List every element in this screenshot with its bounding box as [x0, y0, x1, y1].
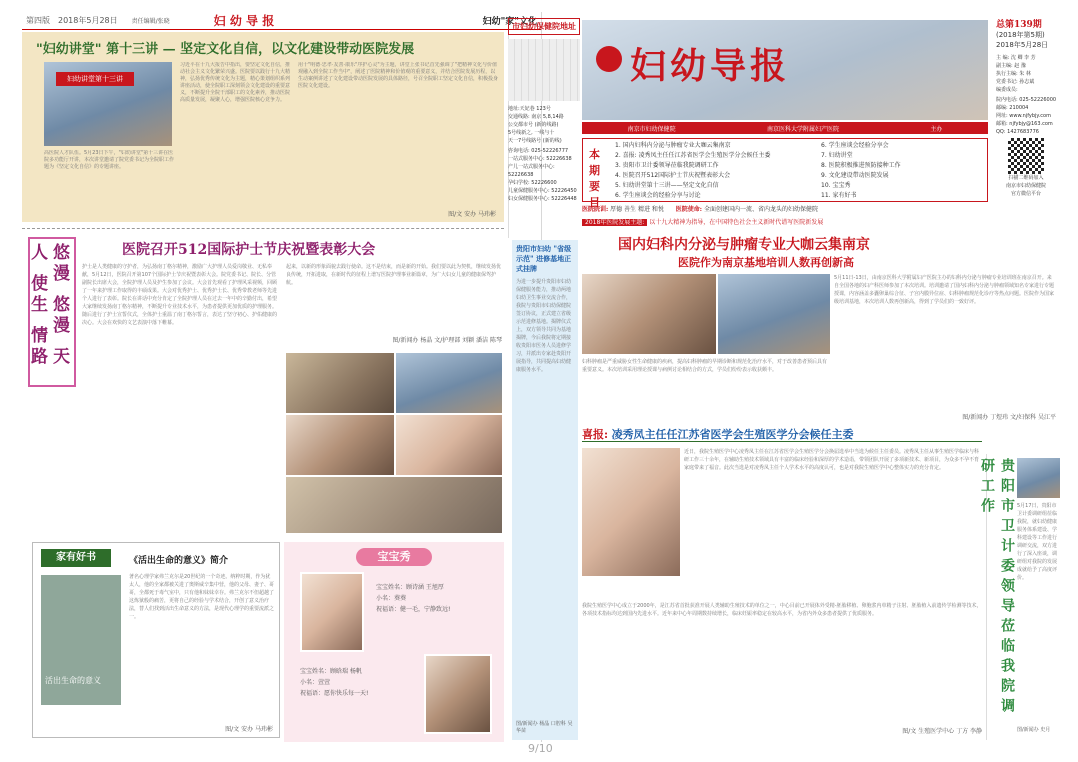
qr-text-3: 官方微信平台 — [1010, 191, 1041, 197]
phone-2: 产儿一站式服务中心: 52226638 — [508, 164, 555, 178]
issue-number: 总第139期 — [996, 20, 1042, 30]
contact-0: 院内电话: 025-52226000 — [996, 97, 1057, 103]
address-lines — [508, 105, 580, 145]
phone-4: 儿童保健服务中心: 52226450 — [508, 188, 577, 194]
nurses-credit: 图/新闻办 杨晶 文/护理部 刘颖 潘洁 陈琴 — [392, 337, 502, 344]
values-text: 厚德 善生 精进 和悦 — [610, 206, 664, 213]
mission-line-2 — [582, 217, 1060, 229]
guiyang-title: 贵阳市卫计委领导莅临我院调研工作 — [979, 458, 1015, 718]
phone-5: 妇女保健服务中心: 52226448 — [508, 196, 577, 202]
award-credit: 图/文 生殖医学中心 丁方 李静 — [902, 728, 982, 735]
masthead-logo-icon — [596, 46, 622, 72]
books-label: 家有好书 — [41, 549, 111, 567]
award-label: 喜报: — [582, 428, 609, 441]
lead-credit: 图/新闻办 丁煜玮 文/妇保科 吴江平 — [962, 414, 1056, 421]
masthead-contact — [996, 96, 1060, 136]
award-photo — [582, 448, 680, 576]
address-line-3: 5号线新之, 一线与十 — [508, 130, 555, 136]
address-map — [508, 39, 580, 101]
values-label: 医院院训: — [582, 206, 609, 213]
page-editor: 责任编辑/张晓 — [131, 18, 170, 25]
qr-text-1: 扫描二维码加入 — [1008, 175, 1044, 181]
baby1-name: 宝宝姓名：顾诗涵 王旭厚 — [376, 584, 444, 591]
newspaper-spread — [22, 12, 1060, 742]
toc-right-1[interactable]: 7. 妇幼讲堂 — [821, 152, 853, 159]
lead-text-left: 妇科肿瘤是严重威胁女性生命健康的疾病，提高妇科肿瘤的早期诊断和规范化治疗水平，对于改善患者预后具有重要意义。本次培训采用理论授课与病例讨论相结合的方式，学员们纷纷表示收获颇丰。 — [582, 359, 828, 373]
guiyang-block — [979, 454, 1060, 740]
masthead-title: 妇幼导报 — [630, 45, 791, 87]
side-column — [512, 240, 578, 740]
qr-code-icon[interactable] — [1008, 138, 1044, 174]
header-section: 妇幼"家"文化 — [482, 17, 537, 27]
address-line-4: 天一7号线路号 (新的线) — [508, 138, 562, 144]
lecture-banner: 妇幼讲堂第十三讲 — [56, 72, 134, 86]
address-line-2: 公交都市号 (新的线路) — [508, 122, 559, 128]
babies-block — [284, 542, 504, 742]
toc-label: 本期要目 — [589, 148, 600, 209]
contact-2: 网址: www.njfybjy.com — [996, 113, 1051, 119]
nurses-block — [22, 228, 504, 536]
phone-0: 咨询电话: 025-52226777 — [508, 148, 569, 154]
page-number: 9/10 — [528, 742, 553, 755]
qr-text-2: 南京市妇幼保健院 — [1005, 183, 1046, 189]
guiyang-photo-1 — [1017, 458, 1060, 498]
lecture-text-col1: 习近平在十九大报告中指出，要坚定文化自信，推动社会主义文化繁荣兴盛。医院要以践行十九大精神，弘扬优秀传统文化为主题，精心策划组织系列讲座活动，使全院职工深刻领会文化建设的重要意义，不断提升全院干部职工的文化素养，推动医院高质量发展，凝聚人心，增强医院核心竞争力。 — [180, 62, 291, 103]
baby2-wish: 祝福语：愿你快乐每一天! — [300, 690, 369, 697]
book-text: 著名心理学家弗兰克尔是20世纪的一个奇迹。纳粹时期，作为犹太人，他的全家都被关进了奥斯威辛集中营，他的父母、妻子、哥哥，全都死于毒气室中，只有他和妹妹幸存。弗兰克尔不但超越了这炼狱般的痛苦，更将自己的经验与学术结合，开创了意义治疗法，替人们找到活出生命意义的方法，是现代心理学的重要流派之一。 — [129, 574, 275, 620]
issue-date: 2018年5月28日 — [996, 41, 1049, 49]
toc-item-1[interactable]: 2. 喜报: 凌秀凤主任任江苏省医学会生殖医学分会候任主委 — [615, 152, 771, 159]
phone-1: 一站式服务中心: 52226638 — [508, 156, 572, 162]
toc-right-4[interactable]: 10. 宝宝秀 — [821, 182, 851, 189]
books-credit: 图/文 安办 马玮彬 — [225, 726, 273, 733]
baby2-nickname: 小名：萱萱 — [300, 679, 331, 686]
nurses-photo-2 — [396, 353, 502, 413]
sponsor-label: 主办 — [930, 125, 943, 133]
award-title: 凌秀凤主任任江苏省医学会生殖医学分会候任主委 — [611, 428, 854, 441]
address-line-1: 交通线路: 南京 5,8,14路 — [508, 114, 564, 120]
toc-right-0[interactable]: 6. 学生座谈会经验分享会 — [821, 142, 889, 149]
right-page — [582, 12, 1060, 742]
side-column-text: 为进一步提升贵阳市妇幼保健服务能力，推动两地妇幼卫生事业交流合作，我院与贵阳市妇幼保健院签订协议，正式建立省级示范进修基地。揭牌仪式上，双方领导共同为基地揭牌，今后我院将定期接收贵阳市医务人员进修学习，并派出专家赴贵阳开展指导，共同提高妇幼健康服务水平。 — [516, 279, 572, 373]
phone-3: 孕妇学校: 52226600 — [508, 180, 557, 186]
baby2-name: 宝宝姓名：顾晗瑞 杨帆 — [300, 668, 362, 675]
lead-photo-2 — [718, 274, 830, 354]
lecture-text-col0: 高医院人才队伍。5月23日下午，"妇幼讲堂"第十三讲在医院多功能厅开讲，本次讲堂邀请了院党委书记为全院职工作题为《坚定文化自信》的专题讲座。 — [44, 150, 175, 170]
mission-text: 全面创建国内一流、省内龙头的妇幼保健院 — [703, 206, 818, 213]
toc-list-right — [821, 141, 985, 201]
baby-photo-1 — [300, 572, 364, 652]
contact-1: 邮编: 210004 — [996, 105, 1029, 111]
toc-list-left — [615, 141, 815, 201]
guiyang-credit: 图/新闻办 史月 — [1017, 727, 1051, 733]
toc-box — [582, 138, 988, 209]
award-text-bottom: 我院生殖医学中心成立于2000年，是江苏省首批获准开展人类辅助生殖技术的单位之一，中心目前已开展体外受精-胚胎移植、卵胞浆内单精子注射、胚胎植入前遗传学检测等技术，各项技术指标均达到国内先进水平。近年来中心年周期数持续增长，临床妊娠率稳定在较高水平，为省内外众多患者提供了优质服务。 — [582, 603, 982, 617]
books-block — [32, 542, 280, 738]
theme-label: 2018年医院发展主题: — [582, 219, 647, 226]
award-header — [582, 426, 982, 442]
toc-right-5[interactable]: 11. 家有好书 — [821, 192, 857, 199]
left-page — [22, 12, 541, 742]
hospital-name-2: 南京医科大学附属妇产医院 — [766, 125, 839, 133]
baby-photo-2 — [424, 654, 492, 734]
address-title: 市妇幼保健院地址 — [508, 18, 580, 35]
baby1-nickname: 小名：葵葵 — [376, 595, 407, 602]
award-text: 近日，我院生殖医学中心凌秀凤主任在江苏省医学会生殖医学分会换届选举中当选为候任主任委员。凌秀凤主任从事生殖医学临床与科研工作三十余年，在辅助生殖技术领域具有丰富的临床经验和深厚的学术造诣，带领团队开展了多项新技术、新项目，为众多不孕不育家庭带来了福音。此次当选是对凌秀凤主任个人学术水平的高度认可，也是对我院生殖医学中心整体实力的充分肯定。 — [684, 449, 980, 471]
lead-subtitle: 医院作为南京基地培训人数再创新高 — [678, 256, 854, 269]
staff-1: 副主编: 赵 豫 — [996, 63, 1026, 69]
lecture-text-col2: 用十"明德·忠孝·友善·康乐"序护心灵"为主题，讲堂上张书记首先强调了"把精神文化与价值观融入到全院工作当中"，阐述了医院精神和价值观的重要意义，并结合医院发展历程，以生动案例讲述了文化建设带动医院发展的具体路径，号召全院职工坚定文化自信，积极投身医院文化建设。 — [298, 62, 498, 89]
nurses-text-col1: 护士是人类健康的守护者，为弘扬南丁格尔精神，激励广大护理人员爱岗敬业、无私奉献，5月12日，医院召开第107个国际护士节庆祝暨表彰大会。院党委书记、院长、分管副院长出席大会，全院护理人员及护生参加了会议。大会首先观看了护理风采视频，回顾了一年来护理工作取得的丰硕成果。大会对优秀护士、优秀护士长、优秀带教老师等先进个人进行了表彰。院长在讲话中充分肯定了全院护理人员在过去一年中的辛勤付出，希望大家继续发扬南丁格尔精神，不断提升专业技术水平，为患者提供更加优质的护理服务。随后进行了护士宣誓仪式，全体护士重温了南丁格尔誓言，表达了坚守初心、护佑健康的决心。大会在欢快的文艺表演中落下帷幕。 — [82, 264, 278, 326]
page-date: 2018年5月28日 — [58, 16, 118, 25]
lecture-title: "妇幼讲堂" 第十三讲 — 坚定文化自信，以文化建设带动医院发展 — [36, 42, 415, 57]
side-column-credit: 图/新闻办 杨晶 口腔科 吴华苗 — [516, 721, 573, 734]
baby-info-1 — [376, 582, 496, 615]
issue-sub: (2018年第5期) — [996, 31, 1045, 39]
contact-3: 邮箱: njfybjy@163.com — [996, 121, 1053, 127]
lead-title: 国内妇科内分泌与肿瘤专业大咖云集南京 — [618, 237, 870, 253]
toc-item-5[interactable]: 6. 学生座谈会的经验分享与讨论 — [615, 192, 701, 199]
staff-4: 编委成员: — [996, 87, 1018, 93]
address-phones — [508, 147, 580, 203]
nurses-title: 医院召开512国际护士节庆祝暨表彰大会 — [122, 242, 376, 258]
lecture-photo — [44, 62, 172, 146]
staff-3: 党委书记: 孙志斌 — [996, 79, 1035, 85]
nurses-photo-5 — [286, 477, 502, 533]
header-paper-name: 妇 幼 导 报 — [213, 14, 275, 28]
staff-2: 执行主编: 朱 林 — [996, 71, 1031, 77]
address-line-0: 地址:天妃巷 123号 — [508, 106, 551, 112]
nurses-photo-3 — [286, 415, 394, 475]
nurses-photo-4 — [396, 415, 502, 475]
left-header — [22, 12, 541, 30]
nurses-photo-1 — [286, 353, 394, 413]
nurses-text-col2: 起来，以新的形象面貌去践行使命。这不是结束，而是新的开始。我们要以此为契机，继续发扬优良传统，开拓进取，在新时代的征程上谱写医院护理事业新篇章，为广大妇女儿童的健康保驾护航。 — [286, 264, 502, 286]
toc-item-0[interactable]: 1. 国内妇科内分泌与肿瘤专业大咖云集南京 — [615, 142, 731, 149]
book-title: 《活出生命的意义》简介 — [129, 556, 229, 566]
book-cover — [41, 575, 121, 705]
lecture-block — [22, 32, 504, 222]
lead-photo-1 — [582, 274, 716, 354]
address-box — [508, 18, 580, 238]
page-label: 第四版 — [26, 16, 50, 25]
mission-label: 医院使命: — [675, 206, 703, 213]
toc-item-2[interactable]: 3. 贵阳市卫计委领导莅临我院调研工作 — [615, 162, 719, 169]
baby1-wish: 祝福语：健一毛，宁静致远! — [376, 606, 451, 613]
book-cover-title: 活出生命的意义 — [45, 676, 101, 685]
contact-4: QQ: 1427683776 — [996, 129, 1039, 135]
qr-block — [994, 138, 1058, 202]
nurses-vertical-slogan: 悠漫 悠漫 天人 使生 情路 — [28, 237, 76, 387]
lead-text-right: 5月11日-13日，由南京医科大学附属妇产医院主办的妇科内分泌与肿瘤专业培训班在南京召开。来自全国各地的妇产科医师参加了本次培训。培训邀请了国内妇科内分泌与肿瘤领域知名专家进行专题授课，内容涵盖多囊卵巢综合征、子宫内膜异位症、妇科肿瘤规范化诊疗等热点问题。医院作为国家级培训基地，本次培训人数再创新高，得到了学员们的一致好评。 — [834, 275, 1055, 305]
theme-text: 以十九大精神为指导，在中国特色社会主义新时代谱写医院新发展 — [649, 219, 824, 226]
masthead-hospital-bar — [582, 122, 988, 134]
staff-0: 主 编: 沈 卿 李 芳 — [996, 55, 1036, 61]
side-column-title: 贵阳市妇幼 "省级示范" 进修基地正式挂牌 — [516, 244, 572, 273]
hospital-name-1: 南京市妇幼保健院 — [627, 125, 676, 133]
baby-info-2 — [300, 666, 420, 699]
masthead-issue-box — [996, 20, 1060, 136]
toc-item-4[interactable]: 5. 妇幼讲堂第十三讲——坚定文化自信 — [615, 182, 719, 189]
toc-right-3[interactable]: 9. 文化建设带动医院发展 — [821, 172, 889, 179]
toc-item-3[interactable]: 4. 医院召开512国际护士节庆祝暨表彰大会 — [615, 172, 731, 179]
masthead-staff — [996, 54, 1060, 94]
toc-right-2[interactable]: 8. 医院积极推进预防接种工作 — [821, 162, 901, 169]
mission-line-1 — [582, 204, 1060, 216]
guiyang-text: 5月17日，贵阳市卫计委调研组莅临我院，就妇幼健康服务体系建设、学科建设等工作进行调研交流，双方进行了深入座谈，调研组对我院的发展成就给予了高度评价。 — [1017, 503, 1058, 581]
lecture-credit: 图/文 安办 马玮彬 — [448, 211, 496, 218]
babies-title: 宝宝秀 — [356, 548, 432, 566]
